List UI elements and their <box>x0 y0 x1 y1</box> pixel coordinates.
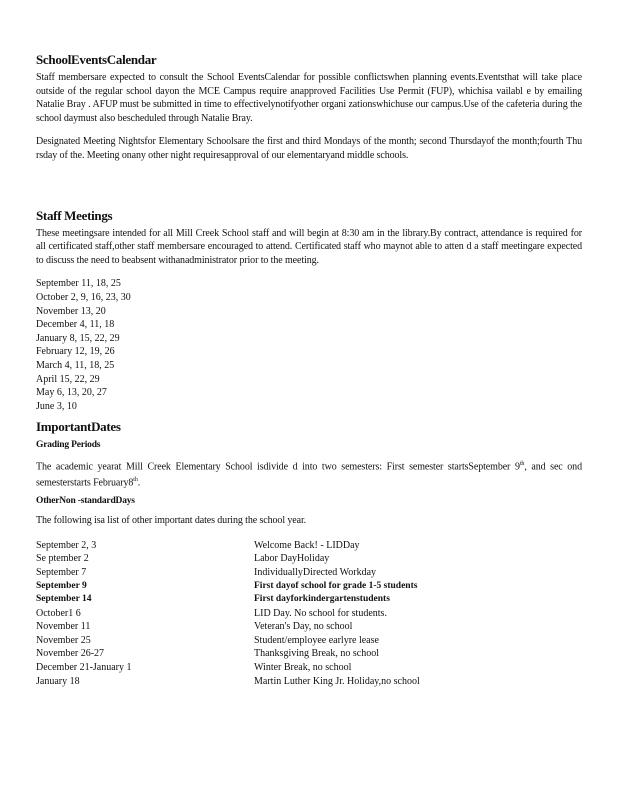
staff-meeting-date: June 3, 10 <box>36 400 77 412</box>
staff-meeting-date: November 13, 20 <box>36 305 106 317</box>
important-event-cell: Thanksgiving Break, no school <box>254 648 379 660</box>
staff-meetings-heading: Staff Meetings <box>36 207 113 223</box>
table-row <box>36 634 582 648</box>
table-row <box>36 539 582 553</box>
important-event-cell: Welcome Back! - LIDDay <box>254 539 360 551</box>
important-event-cell: First dayforkindergartenstudents <box>254 594 390 605</box>
staff-meeting-date: January 8, 15, 22, 29 <box>36 332 120 344</box>
important-date-cell: September 7 <box>36 566 87 578</box>
document-page <box>36 52 582 688</box>
important-date-cell: January 18 <box>36 675 80 687</box>
table-row <box>36 580 582 594</box>
important-date-cell: Se ptember 2 <box>36 553 89 565</box>
other-days-intro: The following isa list of other important dates during the school year. <box>36 515 307 527</box>
staff-meeting-date: October 2, 9, 16, 23, 30 <box>36 291 131 303</box>
important-event-cell: Veteran's Day, no school <box>254 621 353 633</box>
important-date-cell: September 14 <box>36 594 92 605</box>
important-date-cell: October1 6 <box>36 607 81 619</box>
important-date-cell: December 21-January 1 <box>36 662 132 674</box>
important-date-cell: November 11 <box>36 621 91 633</box>
important-event-cell: Winter Break, no school <box>254 662 352 674</box>
important-dates-heading: ImportantDates <box>36 419 121 435</box>
grading-periods-paragraph: The academic yearat Mill Creek Elementary School isdivide d into two semesters: First semester startsSeptember 9th, and sec ond semesterstarts February8th. <box>36 461 582 489</box>
events-calendar-heading: SchoolEventsCalendar <box>36 52 157 67</box>
staff-meeting-date: May 6, 13, 20, 27 <box>36 387 107 399</box>
table-row <box>36 593 582 607</box>
staff-meeting-date: February 12, 19, 26 <box>36 346 115 358</box>
staff-meeting-date: April 15, 22, 29 <box>36 373 100 385</box>
meeting-nights-paragraph: Designated Meeting Nightsfor Elementary Schoolsare the first and third Mondays of the month; second Thursdayof the month;fourth Thu rsday of the. Meeting onany other night requiresapproval of our elementaryand middle schools. <box>36 136 582 161</box>
important-event-cell: First dayof school for grade 1-5 students <box>254 580 418 591</box>
table-row <box>36 566 582 580</box>
table-row <box>36 607 582 621</box>
table-row <box>36 661 582 675</box>
important-event-cell: LID Day. No school for students. <box>254 607 387 619</box>
table-row <box>36 552 582 566</box>
important-dates-table <box>36 539 582 689</box>
staff-meetings-paragraph: These meetingsare intended for all Mill Creek School staff and will begin at 8:30 am in the library.By contract, attendance is required for all certificated staff,other staff membersare encouraged to attend. Certificated staff who maynot able to atten d a staff meetingare expected to discuss the need to beabsent withanadministrator prior to the meeting. <box>36 227 582 266</box>
important-date-cell: November 25 <box>36 634 91 646</box>
important-event-cell: Student/employee earlyre lease <box>254 634 379 646</box>
staff-meeting-dates-list <box>36 277 582 413</box>
table-row <box>36 620 582 634</box>
important-event-cell: Labor DayHoliday <box>254 553 330 565</box>
important-event-cell: Martin Luther King Jr. Holiday,no school <box>254 675 420 687</box>
important-date-cell: September 2, 3 <box>36 539 97 551</box>
important-date-cell: November 26-27 <box>36 648 105 660</box>
important-event-cell: IndividuallyDirected Workday <box>254 566 377 578</box>
grading-periods-heading: Grading Periods <box>36 440 101 451</box>
important-date-cell: September 9 <box>36 580 87 591</box>
events-calendar-paragraph: Staff membersare expected to consult the School EventsCalendar for possible conflictswhen planning events.Eventsthat will take place outside of the regular school dayon the MCE Campus require anapproved Facilities Use Permit (FUP), whichisa vailabl e by emailing Natalie Bray . AFUP must be submitted in time to effectivelynotifyother organi zationswhichuse our campus.Use of the cafeteria during the school daymust also bescheduled through Natalie Bray. <box>36 72 582 124</box>
table-row <box>36 675 582 689</box>
table-row <box>36 647 582 661</box>
other-days-heading: OtherNon -standardDays <box>36 496 135 507</box>
staff-meeting-date: December 4, 11, 18 <box>36 319 115 331</box>
staff-meeting-date: March 4, 11, 18, 25 <box>36 359 115 371</box>
staff-meeting-date: September 11, 18, 25 <box>36 278 121 290</box>
